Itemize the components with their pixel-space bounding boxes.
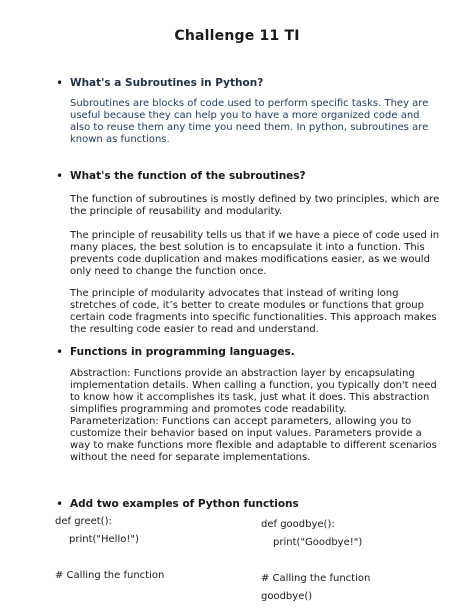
paragraph: Abstraction: Functions provide an abstraction layer by encapsulating implementation details. When calling a function, you typically don't need to know how it accomplishes its task, just what it does. This abstraction simplifies programming and promotes code readability. xyxy=(70,368,437,415)
section-heading: What's a Subroutines in Python? xyxy=(70,77,264,89)
code-line-def: def goodbye(): xyxy=(261,519,335,530)
section-python-examples xyxy=(0,496,474,514)
document-title: Challenge 11 TI xyxy=(174,28,300,44)
section-heading: Functions in programming languages. xyxy=(70,346,295,358)
bullet-row xyxy=(0,168,474,186)
bullet-icon: • xyxy=(56,169,64,183)
bullet-icon: • xyxy=(56,497,64,511)
section-heading: Add two examples of Python functions xyxy=(70,498,299,510)
paragraph: The principle of modularity advocates that instead of writing long stretches of code, it’s better to create modules or functions that group certain code fragments into specific functionalities. This approach makes the resulting code easier to read and understand. xyxy=(70,288,437,335)
section-heading: What's the function of the subroutines? xyxy=(70,170,306,182)
code-line-comment: # Calling the function xyxy=(55,570,165,581)
code-line-def: def greet(): xyxy=(55,516,112,527)
bullet-row xyxy=(0,75,474,93)
section-function-of-subroutines xyxy=(0,168,474,335)
code-line-comment: # Calling the function xyxy=(261,573,371,584)
bullet-row xyxy=(0,496,474,514)
paragraph: Subroutines are blocks of code used to perform specific tasks. They are useful because they can help you to have a more organized code and also to reuse them any time you need them. In python, subroutines are known as functions. xyxy=(70,98,429,145)
code-line-body: print("Goodbye!") xyxy=(273,537,363,548)
section-functions-in-programming xyxy=(0,344,474,463)
paragraph: The function of subroutines is mostly defined by two principles, which are the principle of reusability and modularity. xyxy=(70,194,440,217)
bullet-row xyxy=(0,344,474,362)
bullet-icon: • xyxy=(56,345,64,359)
section-subroutines xyxy=(0,75,474,145)
paragraph: The principle of reusability tells us that if we have a piece of code used in many places, the best solution is to encapsulate it into a function. This prevents code duplication and makes modifications easier, as we would only need to change the function once. xyxy=(70,230,440,277)
code-line-body: print("Hello!") xyxy=(69,534,139,545)
code-line-call: goodbye() xyxy=(261,591,313,602)
paragraph: Parameterization: Functions can accept parameters, allowing you to customize their behavior based on input values. Parameters provide a way to make functions more flexible and adaptable to different scenarios without the need for separate implementations. xyxy=(70,416,437,463)
bullet-icon: • xyxy=(56,76,64,90)
